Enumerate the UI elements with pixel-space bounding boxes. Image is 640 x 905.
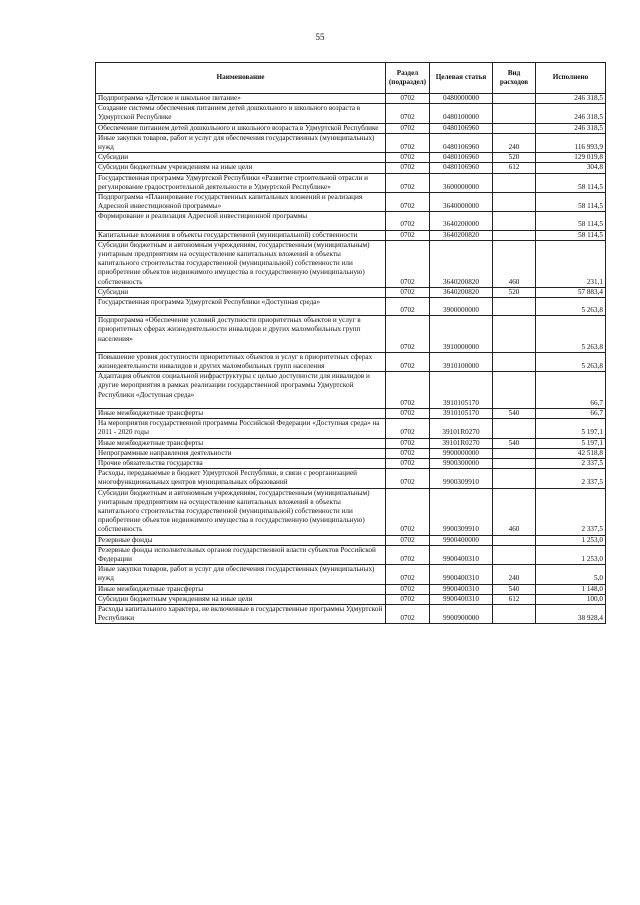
row-name-cell: Обеспечение питанием детей дошкольного и школьного возраста в Удмуртской Республике	[96, 123, 386, 133]
row-type-cell	[493, 212, 536, 230]
table-row	[96, 173, 606, 192]
row-article-cell: 3640200820	[430, 240, 493, 287]
row-type-cell: 520	[493, 287, 536, 297]
row-type-cell: 612	[493, 163, 536, 173]
row-name-cell: На мероприятия государственной программы Российской Федерации «Доступная среда» на 2011 - 2020 годы	[96, 419, 386, 438]
table-row	[96, 545, 606, 564]
row-amount-cell: 246 318,5	[536, 123, 606, 133]
row-name-cell: Непрограммные направления деятельности	[96, 448, 386, 458]
row-section-cell: 0702	[386, 448, 430, 458]
row-section-cell: 0702	[386, 352, 430, 371]
table-row	[96, 408, 606, 418]
row-name-cell: Субсидии бюджетным учреждениям на иные цели	[96, 163, 386, 173]
row-name-cell: Подпрограмма «Детское и школьное питание»	[96, 94, 386, 104]
row-article-cell: 9900400310	[430, 545, 493, 564]
row-name-cell: Иные межбюджетные трансферты	[96, 584, 386, 594]
row-article-cell: 3640000000	[430, 193, 493, 212]
table-row	[96, 212, 606, 230]
row-article-cell: 3640200820	[430, 287, 493, 297]
row-section-cell: 0702	[386, 193, 430, 212]
row-amount-cell: 57 883,4	[536, 287, 606, 297]
row-section-cell: 0702	[386, 469, 430, 488]
table-row	[96, 372, 606, 409]
table-row	[96, 419, 606, 438]
row-amount-cell: 2 337,5	[536, 469, 606, 488]
row-amount-cell: 38 928,4	[536, 604, 606, 623]
row-name-cell: Подпрограмма «Планирование государственных капитальных вложений и реализация Адресной инвестиционной программы»	[96, 193, 386, 212]
row-article-cell: 9900000000	[430, 448, 493, 458]
table-row	[96, 535, 606, 545]
table-body	[96, 94, 606, 624]
row-type-cell: 612	[493, 594, 536, 604]
row-section-cell: 0702	[386, 287, 430, 297]
row-amount-cell: 66,7	[536, 408, 606, 418]
row-type-cell	[493, 193, 536, 212]
row-name-cell: Государственная программа Удмуртской Республики «Развитие строительной отрасли и регулирование градостроительной деятельности в Удмуртской Республике»	[96, 173, 386, 192]
row-section-cell: 0702	[386, 153, 430, 163]
table-row	[96, 104, 606, 123]
row-section-cell: 0702	[386, 240, 430, 287]
row-type-cell	[493, 419, 536, 438]
row-section-cell: 0702	[386, 94, 430, 104]
row-type-cell: 520	[493, 153, 536, 163]
row-section-cell: 0702	[386, 212, 430, 230]
row-name-cell: Субсидии бюджетным и автономным учреждениям, государственным (муниципальным) унитарным предприятиям на осуществление капитальных вложений в объекты капитального строительства государственной (муниципальной) собственности или приобретение объектов недвижимого имущества в государственную (муниципальную) собственность	[96, 488, 386, 535]
table-row	[96, 594, 606, 604]
row-amount-cell: 100,0	[536, 594, 606, 604]
table-row	[96, 240, 606, 287]
table-row	[96, 163, 606, 173]
row-amount-cell: 129 019,8	[536, 153, 606, 163]
row-section-cell: 0702	[386, 230, 430, 240]
row-amount-cell: 66,7	[536, 372, 606, 409]
row-amount-cell: 5 263,8	[536, 316, 606, 353]
row-section-cell: 0702	[386, 604, 430, 623]
row-article-cell: 3600000000	[430, 173, 493, 192]
row-type-cell	[493, 352, 536, 371]
row-type-cell	[493, 458, 536, 468]
row-amount-cell: 5 197,1	[536, 438, 606, 448]
row-name-cell: Расходы, передаваемые в бюджет Удмуртской Республики, в связи с реорганизацией многофункциональных центров муниципальных образований	[96, 469, 386, 488]
row-type-cell: 240	[493, 565, 536, 584]
row-name-cell: Иные закупки товаров, работ и услуг для обеспечения государственных (муниципальных) нужд	[96, 565, 386, 584]
row-article-cell: 3900000000	[430, 298, 493, 316]
row-type-cell	[493, 448, 536, 458]
table-header	[96, 63, 606, 94]
row-article-cell: 39101R0270	[430, 438, 493, 448]
table-row	[96, 123, 606, 133]
table-row	[96, 458, 606, 468]
row-article-cell: 0480100000	[430, 104, 493, 123]
row-amount-cell: 58 114,5	[536, 230, 606, 240]
row-amount-cell: 2 337,5	[536, 488, 606, 535]
row-article-cell: 0480106960	[430, 133, 493, 152]
header-amount: Исполнено	[536, 63, 606, 94]
header-type: Вид расходов	[493, 63, 536, 94]
row-section-cell: 0702	[386, 438, 430, 448]
row-name-cell: Иные межбюджетные трансферты	[96, 438, 386, 448]
row-type-cell: 240	[493, 133, 536, 152]
row-amount-cell: 42 518,8	[536, 448, 606, 458]
row-article-cell: 0480106960	[430, 153, 493, 163]
row-article-cell: 3640200820	[430, 230, 493, 240]
row-name-cell: Капитальные вложения в объекты государственной (муниципальной) собственности	[96, 230, 386, 240]
row-name-cell: Государственная программа Удмуртской Республики «Доступная среда»	[96, 298, 386, 316]
row-type-cell: 540	[493, 438, 536, 448]
row-article-cell: 3910105170	[430, 408, 493, 418]
row-name-cell: Субсидии	[96, 287, 386, 297]
row-section-cell: 0702	[386, 535, 430, 545]
row-type-cell: 460	[493, 488, 536, 535]
table-row	[96, 316, 606, 353]
row-name-cell: Формирование и реализация Адресной инвестиционной программы	[96, 212, 386, 230]
row-article-cell: 9900300000	[430, 458, 493, 468]
row-amount-cell: 58 114,5	[536, 173, 606, 192]
row-type-cell	[493, 372, 536, 409]
row-article-cell: 9900400310	[430, 565, 493, 584]
row-section-cell: 0702	[386, 298, 430, 316]
row-section-cell: 0702	[386, 545, 430, 564]
row-amount-cell: 1 253,0	[536, 535, 606, 545]
row-section-cell: 0702	[386, 173, 430, 192]
table-row	[96, 230, 606, 240]
row-name-cell: Подпрограмма «Обеспечение условий доступности приоритетных объектов и услуг в приоритетных сферах жизнедеятельности инвалидов и других маломобильных групп населения»	[96, 316, 386, 353]
row-type-cell	[493, 173, 536, 192]
row-type-cell: 540	[493, 584, 536, 594]
row-type-cell	[493, 230, 536, 240]
row-name-cell: Резервные фонды исполнительных органов государственной власти субъектов Российской Федерации	[96, 545, 386, 564]
row-name-cell: Адаптация объектов социальной инфраструктуры с целью доступности для инвалидов и другие мероприятия в рамках реализации государственной программы Удмуртской Республики «Доступная среда»	[96, 372, 386, 409]
row-name-cell: Иные межбюджетные трансферты	[96, 408, 386, 418]
row-article-cell: 9900400310	[430, 594, 493, 604]
row-type-cell	[493, 123, 536, 133]
row-name-cell: Повышение уровня доступности приоритетных объектов и услуг в приоритетных сферах жизнедеятельности инвалидов и других маломобильных групп населения	[96, 352, 386, 371]
row-section-cell: 0702	[386, 594, 430, 604]
row-amount-cell: 1 148,0	[536, 584, 606, 594]
row-section-cell: 0702	[386, 372, 430, 409]
row-article-cell: 9900309910	[430, 488, 493, 535]
row-name-cell: Расходы капитального характера, не включенные в государственные программы Удмуртской Республики	[96, 604, 386, 623]
row-article-cell: 9900400310	[430, 584, 493, 594]
header-article: Целевая статья	[430, 63, 493, 94]
table-row	[96, 488, 606, 535]
row-type-cell	[493, 604, 536, 623]
table-row	[96, 298, 606, 316]
row-article-cell: 0480106960	[430, 163, 493, 173]
row-type-cell	[493, 545, 536, 564]
row-name-cell: Прочие обязательства государства	[96, 458, 386, 468]
row-amount-cell: 1 253,0	[536, 545, 606, 564]
table-row	[96, 287, 606, 297]
table-row	[96, 193, 606, 212]
row-amount-cell: 58 114,5	[536, 193, 606, 212]
row-amount-cell: 2 337,5	[536, 458, 606, 468]
table-row	[96, 565, 606, 584]
table-row	[96, 469, 606, 488]
row-name-cell: Субсидии бюджетным учреждениям на иные цели	[96, 594, 386, 604]
row-amount-cell: 304,8	[536, 163, 606, 173]
row-name-cell: Резервные фонды	[96, 535, 386, 545]
row-section-cell: 0702	[386, 584, 430, 594]
row-type-cell	[493, 469, 536, 488]
row-amount-cell: 246 318,5	[536, 104, 606, 123]
row-name-cell: Иные закупки товаров, работ и услуг для обеспечения государственных (муниципальных) нужд	[96, 133, 386, 152]
row-article-cell: 3910100000	[430, 352, 493, 371]
header-section: Раздел (подраздел)	[386, 63, 430, 94]
row-article-cell: 9900400000	[430, 535, 493, 545]
row-article-cell: 3910105170	[430, 372, 493, 409]
table-row	[96, 604, 606, 623]
row-amount-cell: 5,0	[536, 565, 606, 584]
row-type-cell	[493, 535, 536, 545]
table-row	[96, 448, 606, 458]
table-row	[96, 94, 606, 104]
row-type-cell	[493, 316, 536, 353]
row-section-cell: 0702	[386, 408, 430, 418]
row-section-cell: 0702	[386, 123, 430, 133]
row-article-cell: 9900309910	[430, 469, 493, 488]
table-row	[96, 438, 606, 448]
row-section-cell: 0702	[386, 565, 430, 584]
row-article-cell: 3640200000	[430, 212, 493, 230]
row-section-cell: 0702	[386, 104, 430, 123]
row-name-cell: Субсидии бюджетным и автономным учреждениям, государственным (муниципальным) унитарным предприятиям на осуществление капитальных вложений в объекты капитального строительства государственной (муниципальной) собственности или приобретение объектов недвижимого имущества в государственную (муниципальную) собственность	[96, 240, 386, 287]
row-section-cell: 0702	[386, 133, 430, 152]
row-type-cell: 540	[493, 408, 536, 418]
row-article-cell: 39101R0270	[430, 419, 493, 438]
row-type-cell: 460	[493, 240, 536, 287]
table-row	[96, 352, 606, 371]
row-type-cell	[493, 298, 536, 316]
row-amount-cell: 246 318,5	[536, 94, 606, 104]
row-amount-cell: 5 197,1	[536, 419, 606, 438]
page-number: 55	[315, 32, 325, 42]
row-amount-cell: 231,1	[536, 240, 606, 287]
row-amount-cell: 5 263,8	[536, 352, 606, 371]
row-article-cell: 0480106960	[430, 123, 493, 133]
row-amount-cell: 116 993,9	[536, 133, 606, 152]
row-section-cell: 0702	[386, 488, 430, 535]
row-type-cell	[493, 104, 536, 123]
row-type-cell	[493, 94, 536, 104]
header-name: Наименование	[96, 63, 386, 94]
row-section-cell: 0702	[386, 163, 430, 173]
row-name-cell: Субсидии	[96, 153, 386, 163]
table-row	[96, 153, 606, 163]
row-amount-cell: 58 114,5	[536, 212, 606, 230]
row-name-cell: Создание системы обеспечения питанием детей дошкольного и школьного возраста в Удмуртской Республике	[96, 104, 386, 123]
table-row	[96, 133, 606, 152]
row-section-cell: 0702	[386, 316, 430, 353]
row-section-cell: 0702	[386, 419, 430, 438]
row-section-cell: 0702	[386, 458, 430, 468]
row-article-cell: 9900900000	[430, 604, 493, 623]
table-row	[96, 584, 606, 594]
row-amount-cell: 5 263,8	[536, 298, 606, 316]
row-article-cell: 3910000000	[430, 316, 493, 353]
budget-table	[95, 62, 606, 624]
row-article-cell: 0480000000	[430, 94, 493, 104]
